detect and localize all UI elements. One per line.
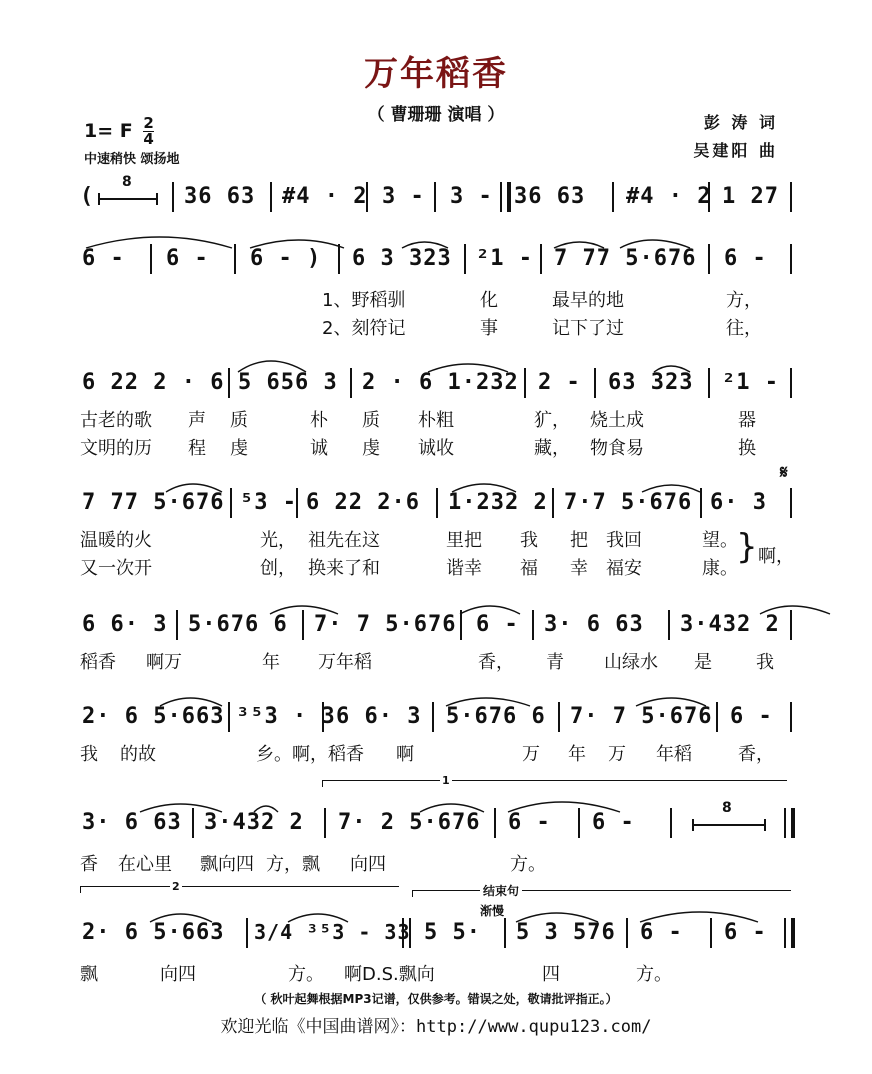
barline <box>296 488 298 518</box>
measure: ²1 - <box>476 246 533 271</box>
ending-label: 结束句 <box>480 882 522 899</box>
lyric: 山绿水 <box>604 652 658 673</box>
lyric-line <box>80 314 792 340</box>
multi-rest-count: 8 <box>122 174 132 190</box>
volta-1-bracket <box>322 780 787 787</box>
lyric: 创， <box>260 558 296 579</box>
segno-icon: 𝄋 <box>780 462 788 483</box>
measure: 6 - <box>476 612 519 637</box>
barline <box>464 244 466 274</box>
lyric: 方， <box>726 290 762 311</box>
lyric: 乡。啊，稻香 <box>256 744 364 765</box>
lyric: 方。 <box>510 854 546 875</box>
multi-rest-end <box>692 819 694 831</box>
lyric: 啊 <box>396 744 414 765</box>
time-signature <box>143 116 153 147</box>
measure: 6 3 323 <box>352 246 452 271</box>
lyric: 温暖的火 <box>80 530 152 551</box>
barline <box>626 918 628 948</box>
measure: 63 323 <box>608 370 694 395</box>
lyric: 年 <box>262 652 280 673</box>
barline <box>708 244 710 274</box>
barline <box>708 368 710 398</box>
lyric: 年稻 <box>656 744 692 765</box>
lyric: 的故 <box>120 744 156 765</box>
barline <box>790 368 792 398</box>
measure: 5 656 3 <box>238 370 338 395</box>
measure: 6 - <box>730 704 773 729</box>
measure: 2 - <box>538 370 581 395</box>
lyric: 朴 <box>310 410 328 431</box>
measure: 5·676 6 <box>446 704 546 729</box>
ritardando-label: 渐慢 <box>480 904 505 918</box>
barline <box>150 244 152 274</box>
lyric: 我回 <box>606 530 642 551</box>
lyric: 诚 <box>310 438 328 459</box>
lyric-line <box>80 960 792 986</box>
lyric: 香， <box>738 744 774 765</box>
lyric-line <box>80 554 792 580</box>
lyric: 飘向四 <box>200 854 254 875</box>
barline <box>710 918 712 948</box>
staff-row-4 <box>80 486 792 526</box>
multi-rest-bar <box>692 824 766 826</box>
measure: 6 6· 3 <box>82 612 168 637</box>
lyric: 方。 <box>636 964 672 985</box>
measure: 6 - <box>82 246 125 271</box>
measure: 6 - <box>640 920 683 945</box>
barline <box>790 610 792 640</box>
measure: #4 · 2 <box>282 184 368 209</box>
lyric: 向四 <box>160 964 196 985</box>
lyric: 啊万 <box>146 652 182 673</box>
barline <box>790 182 792 212</box>
barline <box>594 368 596 398</box>
measure: 3/4 ³⁵3 - 33 <box>254 920 411 944</box>
measure: 6 - <box>724 920 767 945</box>
lyric: 是 <box>694 652 712 673</box>
lyric: 往， <box>726 318 762 339</box>
measure: 6 - <box>724 246 767 271</box>
measure: 7· 7 5·676 <box>570 704 713 729</box>
lyric: 虔 <box>230 438 248 459</box>
barline <box>322 702 324 732</box>
measure: ³⁵3 · 3 <box>236 704 336 729</box>
lyric: 方，飘 <box>266 854 320 875</box>
barline <box>350 368 352 398</box>
multi-rest-end <box>156 193 158 205</box>
measure: 7 77 5·676 <box>554 246 697 271</box>
singer-credit: （ 曹珊珊 演唱 ） <box>367 105 505 125</box>
barline <box>246 918 248 948</box>
lyric: 换来了和 <box>308 558 380 579</box>
lyric: 程 <box>188 438 206 459</box>
final-barline <box>784 918 795 948</box>
lyric: 我 <box>80 744 98 765</box>
tempo-marking: 中速稍快 颂扬地 <box>84 152 180 167</box>
measure: 2 · 6 1·232 <box>362 370 519 395</box>
lyric: 我 <box>520 530 538 551</box>
barline <box>532 610 534 640</box>
barline <box>716 702 718 732</box>
lyric: 犷， <box>534 410 570 431</box>
lyric: 质 <box>230 410 248 431</box>
barline <box>436 488 438 518</box>
repeat-end <box>784 808 795 838</box>
barline <box>524 368 526 398</box>
lyric: 2、刻符记 <box>322 318 406 339</box>
transcriber-note: （ 秋叶起舞根据MP3记谱，仅供参考。错误之处，敬请批评指正。） <box>254 992 618 1006</box>
multi-rest-end <box>98 193 100 205</box>
lyric: 向四 <box>350 854 386 875</box>
lyric-line <box>80 406 792 432</box>
lyric: 稻香 <box>80 652 116 673</box>
barline <box>552 488 554 518</box>
staff-row-5 <box>80 608 792 648</box>
lyric: 文明的历 <box>80 438 152 459</box>
staff-row-8 <box>80 916 792 956</box>
measure: 3 - <box>382 184 425 209</box>
measure: 6 - <box>592 810 635 835</box>
lyric: 福 <box>520 558 538 579</box>
brace: } <box>736 527 758 567</box>
barline <box>270 182 272 212</box>
lyric: 记下了过 <box>552 318 624 339</box>
measure: 36 63 <box>184 184 256 209</box>
lyric-line <box>80 286 792 312</box>
lyric: 福安 <box>606 558 642 579</box>
measure: 5 5· <box>424 920 481 945</box>
lyric: 年 <box>568 744 586 765</box>
measure: 1·232 2 <box>448 490 548 515</box>
lyric: 事 <box>480 318 498 339</box>
lyric: 万 <box>522 744 540 765</box>
volta-2-bracket <box>80 886 399 893</box>
lyric: 里把 <box>446 530 482 551</box>
barline <box>460 610 462 640</box>
measure: 6 - ) <box>250 246 322 271</box>
lyric: 望。 <box>702 530 738 551</box>
barline <box>494 808 496 838</box>
barline <box>228 368 230 398</box>
lyric: 光， <box>260 530 296 551</box>
lyric: 声 <box>188 410 206 431</box>
barline <box>668 610 670 640</box>
barline <box>172 182 174 212</box>
barline <box>790 702 792 732</box>
measure: 5·676 6 <box>188 612 288 637</box>
staff-row-3 <box>80 366 792 406</box>
time-sig-top: 2 <box>143 114 154 132</box>
measure: 5 3 576 <box>516 920 616 945</box>
measure: 3·432 2 <box>680 612 780 637</box>
barline <box>176 610 178 640</box>
lyric: 物食易 <box>590 438 644 459</box>
key-label: 1= F <box>84 120 133 142</box>
barline <box>790 244 792 274</box>
barline <box>790 488 792 518</box>
barline <box>432 702 434 732</box>
lyric: 康。 <box>702 558 738 579</box>
barline <box>324 808 326 838</box>
lyric: 青 <box>546 652 564 673</box>
lyric: 1、野稻驯 <box>322 290 406 311</box>
lyric-line <box>80 526 792 552</box>
staff-row-7 <box>80 800 792 846</box>
staff-row-2 <box>80 242 792 282</box>
measure: ²1 - <box>722 370 779 395</box>
multi-rest-bar <box>98 198 158 200</box>
staff-row-1 <box>80 174 792 220</box>
measure: 6 - <box>508 810 551 835</box>
measure: 7· 7 5·676 <box>314 612 457 637</box>
measure: 36 63 <box>514 184 586 209</box>
lyric: 虔 <box>362 438 380 459</box>
measure: 6· 3 <box>710 490 767 515</box>
open-paren: ( <box>80 184 95 209</box>
barline <box>578 808 580 838</box>
measure: 6 6· 3 <box>336 704 422 729</box>
time-sig-bottom: 4 <box>143 130 154 148</box>
barline <box>612 182 614 212</box>
measure: 6 22 2·6 <box>306 490 420 515</box>
measure: 7· 2 5·676 <box>338 810 481 835</box>
measure: 6 - <box>166 246 209 271</box>
barline <box>366 182 368 212</box>
key-signature <box>84 116 154 147</box>
lyric-line <box>80 850 792 876</box>
lyric: 在心里 <box>118 854 172 875</box>
barline <box>228 702 230 732</box>
barline <box>234 244 236 274</box>
lyric-line <box>80 648 792 674</box>
ending-bracket <box>412 890 791 897</box>
lyric: 四 <box>542 964 560 985</box>
barline <box>558 702 560 732</box>
barline <box>302 610 304 640</box>
lyric: 又一次开 <box>80 558 152 579</box>
lyric: 古老的歌 <box>80 410 152 431</box>
page-title: 万年稻香 <box>364 54 508 94</box>
volta-1-label: 1 <box>442 774 450 787</box>
lyric: 质 <box>362 410 380 431</box>
lyric: 万 <box>608 744 626 765</box>
barline <box>540 244 542 274</box>
barline <box>338 244 340 274</box>
lyric: 把 <box>570 530 588 551</box>
barline <box>192 808 194 838</box>
lyric: 朴粗 <box>418 410 454 431</box>
barline <box>708 182 710 212</box>
composer-credit: 吴建阳 曲 <box>693 141 778 160</box>
measure: 3· 6 63 <box>82 810 182 835</box>
lyric: 祖先在这 <box>308 530 380 551</box>
barline <box>700 488 702 518</box>
measure: 3· 6 63 <box>544 612 644 637</box>
barline <box>670 808 672 838</box>
measure: 6 22 2 · 6 <box>82 370 225 395</box>
measure: 1 27 <box>722 184 779 209</box>
measure: 7·7 5·676 <box>564 490 693 515</box>
measure: 3 - <box>450 184 493 209</box>
measure: 2· 6 5·663 <box>82 704 225 729</box>
lyric: 飘 <box>80 964 98 985</box>
lyric: 最早的地 <box>552 290 624 311</box>
repeat-start <box>500 182 511 212</box>
multi-rest-count: 8 <box>722 800 732 816</box>
lyric: 幸 <box>570 558 588 579</box>
lyric-line <box>80 434 792 460</box>
lyric: 藏， <box>534 438 570 459</box>
lyric: 香， <box>478 652 514 673</box>
lyric: 方。 <box>288 964 324 985</box>
measure: #4 · 2 <box>626 184 712 209</box>
barline <box>230 488 232 518</box>
measure: ⁵3 - <box>240 490 297 515</box>
lyric: 啊D.S.飘向 <box>344 964 435 985</box>
lyric-aside: 啊， <box>758 546 794 567</box>
lyric: 万年稻 <box>318 652 372 673</box>
double-barline <box>402 918 411 948</box>
lyric: 烧土成 <box>590 410 644 431</box>
lyric: 换 <box>738 438 756 459</box>
lyric: 我 <box>756 652 774 673</box>
lyric: 化 <box>480 290 498 311</box>
lyric: 器 <box>738 410 756 431</box>
measure: 7 77 5·676 <box>82 490 225 515</box>
measure: 3·432 2 <box>204 810 304 835</box>
lyric: 诚收 <box>418 438 454 459</box>
lyricist-credit: 彭 涛 词 <box>703 113 778 132</box>
staff-row-6 <box>80 700 792 740</box>
lyric-line <box>80 740 792 766</box>
volta-2-label: 2 <box>172 880 180 893</box>
site-link[interactable]: 欢迎光临《中国曲谱网》：http://www.qupu123.com/ <box>220 1017 652 1037</box>
measure: 2· 6 5·663 <box>82 920 225 945</box>
lyric: 谐幸 <box>446 558 482 579</box>
barline <box>504 918 506 948</box>
lyric: 香 <box>80 854 98 875</box>
barline <box>434 182 436 212</box>
multi-rest-end <box>764 819 766 831</box>
